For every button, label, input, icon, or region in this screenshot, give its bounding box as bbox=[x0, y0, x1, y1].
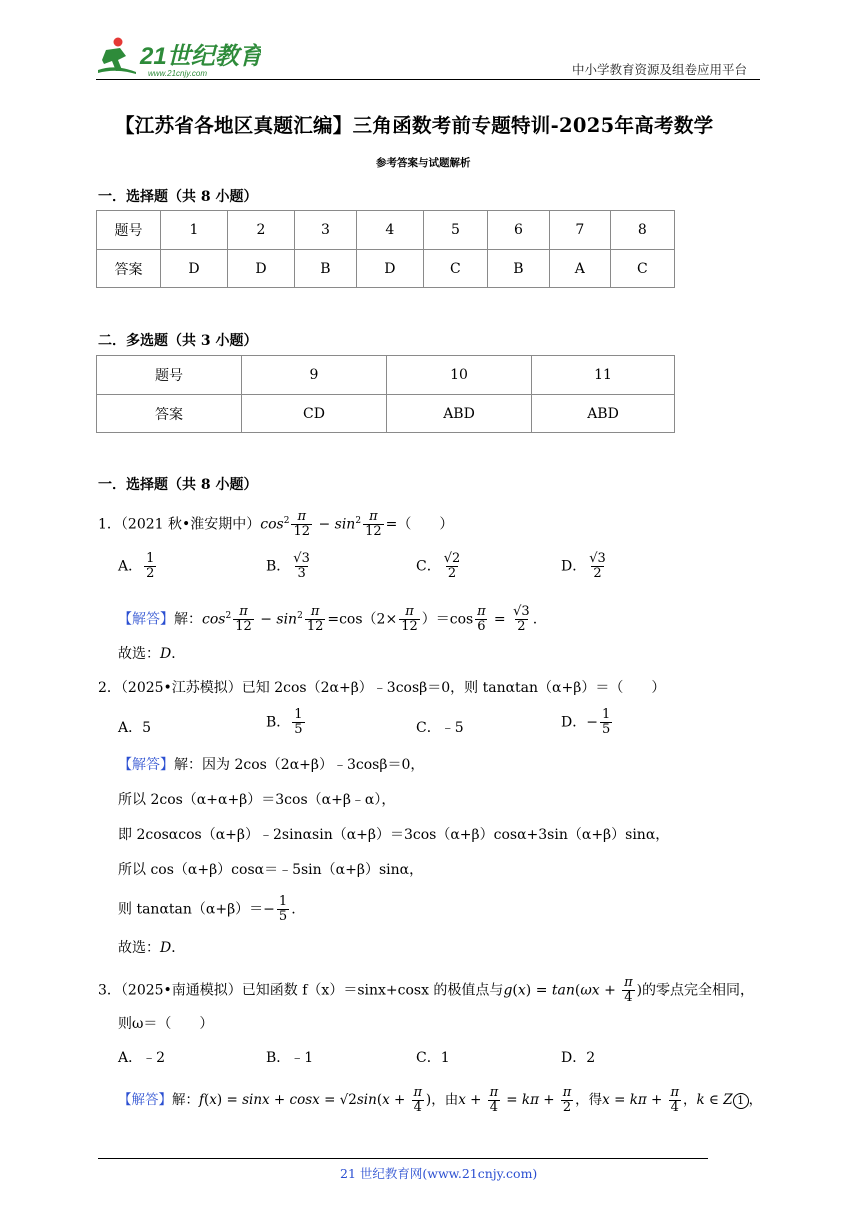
question-3-stem: 3．（2025•南通模拟）已知函数 f（x）＝sinx+cosx 的极值点与g(x) = tan(ωx + $\frac{\pi}{4}$ )的零点完全相同， bbox=[98, 975, 755, 1005]
table-cell: 6 bbox=[487, 211, 549, 250]
svg-text:21世纪教育: 21世纪教育 bbox=[140, 43, 261, 70]
table-cell: B bbox=[487, 250, 549, 288]
table-row bbox=[97, 356, 675, 395]
table-cell: 7 bbox=[549, 211, 610, 250]
circled-number: 1 bbox=[733, 1093, 749, 1109]
question-2-conclusion: 故选：D． bbox=[118, 940, 186, 956]
question-2-option-d: D．− $\frac{1}{5}$ bbox=[561, 707, 611, 737]
question-3-option-a: A．﹣2 bbox=[118, 1050, 166, 1066]
footer-divider bbox=[98, 1158, 708, 1159]
question-1-option-a: A． $\frac{1}{2}$ bbox=[118, 551, 155, 581]
table-cell: 9 bbox=[242, 356, 387, 395]
table-cell: 5 bbox=[423, 211, 487, 250]
table-cell: CD bbox=[242, 395, 387, 433]
table-cell: 答案 bbox=[97, 395, 242, 433]
question-2-solution-line-2: 所以 2cos（α+α+β）＝3cos（α+β﹣α）， bbox=[118, 792, 396, 808]
question-3-option-d: D．2 bbox=[561, 1050, 596, 1066]
table-cell: 1 bbox=[161, 211, 228, 250]
header-platform-text: 中小学教育资源及组卷应用平台 bbox=[572, 62, 748, 77]
question-2-option-c: C．﹣5 bbox=[416, 720, 464, 736]
table-cell: 3 bbox=[294, 211, 356, 250]
question-1-source: 1．（2021 秋•淮安期中） bbox=[98, 516, 261, 533]
table-cell: 8 bbox=[610, 211, 674, 250]
document-title: 【江苏省各地区真题汇编】三角函数考前专题特训-2025年高考数学 bbox=[115, 114, 714, 137]
table-cell: ABD bbox=[532, 395, 675, 433]
question-2-stem: 2．（2025•江苏模拟）已知 2cos（2α+β）﹣3cosβ＝0，则 tanαtan（α+β）＝（ ） bbox=[98, 680, 666, 696]
table-cell: 2 bbox=[227, 211, 294, 250]
answer-table-multi bbox=[96, 355, 675, 433]
question-1-solution: 【解答】解：$\cos^2$ $\frac{\pi}{12}$ − $\sin^2$ $\frac{\pi}{12}$ =cos（2× $\frac{\pi}{12}$ ）＝cos $\frac{\pi}{6}$ = $\frac{√3}{2}$ . bbox=[118, 604, 538, 634]
question-2-solution-line-4: 所以 cos（α+β）cosα＝﹣5sin（α+β）sinα， bbox=[118, 862, 424, 878]
table-cell: 题号 bbox=[97, 356, 242, 395]
answer-tag: 【解答】 bbox=[118, 611, 174, 628]
table-cell: C bbox=[610, 250, 674, 288]
table-row bbox=[97, 211, 675, 250]
table-cell: 题号 bbox=[97, 211, 161, 250]
question-3-solution: 【解答】解：f(x) = sinx + cosx = √2sin(x + $\frac{\pi}{4}$ )，由x + $\frac{\pi}{4}$ = kπ + $\frac{\pi}{2}$ ，得x = kπ + $\frac{\pi}{4}$ ，k ∈ Z 1 ， bbox=[118, 1085, 763, 1115]
question-2-option-a: A．5 bbox=[118, 720, 152, 736]
table-cell: D bbox=[227, 250, 294, 288]
table-row bbox=[97, 250, 675, 288]
table-cell: D bbox=[356, 250, 423, 288]
header-divider bbox=[96, 79, 760, 80]
table-cell: 10 bbox=[387, 356, 532, 395]
answer-tag: 【解答】 bbox=[118, 1092, 172, 1108]
table-cell: 4 bbox=[356, 211, 423, 250]
question-1-stem: 1．（2021 秋•淮安期中）$\cos^2$ $\frac{\pi}{12}$ − $\sin^2$ $\frac{\pi}{12}$ =（ ） bbox=[98, 509, 454, 539]
document-subtitle: 参考答案与试题解析 bbox=[376, 157, 471, 169]
footer-link[interactable]: 21 世纪教育网(www.21cnjy.com) bbox=[340, 1166, 538, 1181]
table-cell: D bbox=[161, 250, 228, 288]
table-row bbox=[97, 395, 675, 433]
question-2-solution-line-5: 则 tanαtan（α+β）＝− $\frac{1}{5}$ . bbox=[118, 894, 296, 924]
question-2-option-b: B． $\frac{1}{5}$ bbox=[266, 707, 303, 737]
section-heading-solutions: 一．选择题（共 8 小题） bbox=[98, 477, 258, 493]
table-cell: B bbox=[294, 250, 356, 288]
question-1-option-c: C． $\frac{√2}{2}$ bbox=[416, 551, 461, 581]
question-1-conclusion: 故选：D． bbox=[118, 646, 186, 662]
brand-logo bbox=[96, 36, 261, 78]
table-cell: 答案 bbox=[97, 250, 161, 288]
answer-tag: 【解答】 bbox=[118, 757, 174, 773]
section-heading-choice: 一．选择题（共 8 小题） bbox=[98, 189, 258, 205]
svg-text:www.21cnjy.com: www.21cnjy.com bbox=[148, 69, 207, 78]
question-1-option-d: D． $\frac{√3}{2}$ bbox=[561, 551, 606, 581]
question-2-solution-line-3: 即 2cosαcos（α+β）﹣2sinαsin（α+β）＝3cos（α+β）cosα+3sin（α+β）sinα， bbox=[118, 827, 670, 843]
question-3-stem-line-2: 则ω＝（ ） bbox=[118, 1016, 214, 1032]
table-cell: 11 bbox=[532, 356, 675, 395]
table-cell: C bbox=[423, 250, 487, 288]
table-cell: A bbox=[549, 250, 610, 288]
runner-logo-icon bbox=[96, 36, 261, 78]
section-heading-multi: 二．多选题（共 3 小题） bbox=[98, 333, 258, 349]
answer-table-choice bbox=[96, 210, 675, 288]
question-3-option-b: B．﹣1 bbox=[266, 1050, 314, 1066]
question-2-solution-line-1: 【解答】解：因为 2cos（2α+β）﹣3cosβ＝0， bbox=[118, 757, 425, 773]
question-3-option-c: C．1 bbox=[416, 1050, 450, 1066]
table-cell: ABD bbox=[387, 395, 532, 433]
question-1-option-b: B． $\frac{√3}{3}$ bbox=[266, 551, 310, 581]
